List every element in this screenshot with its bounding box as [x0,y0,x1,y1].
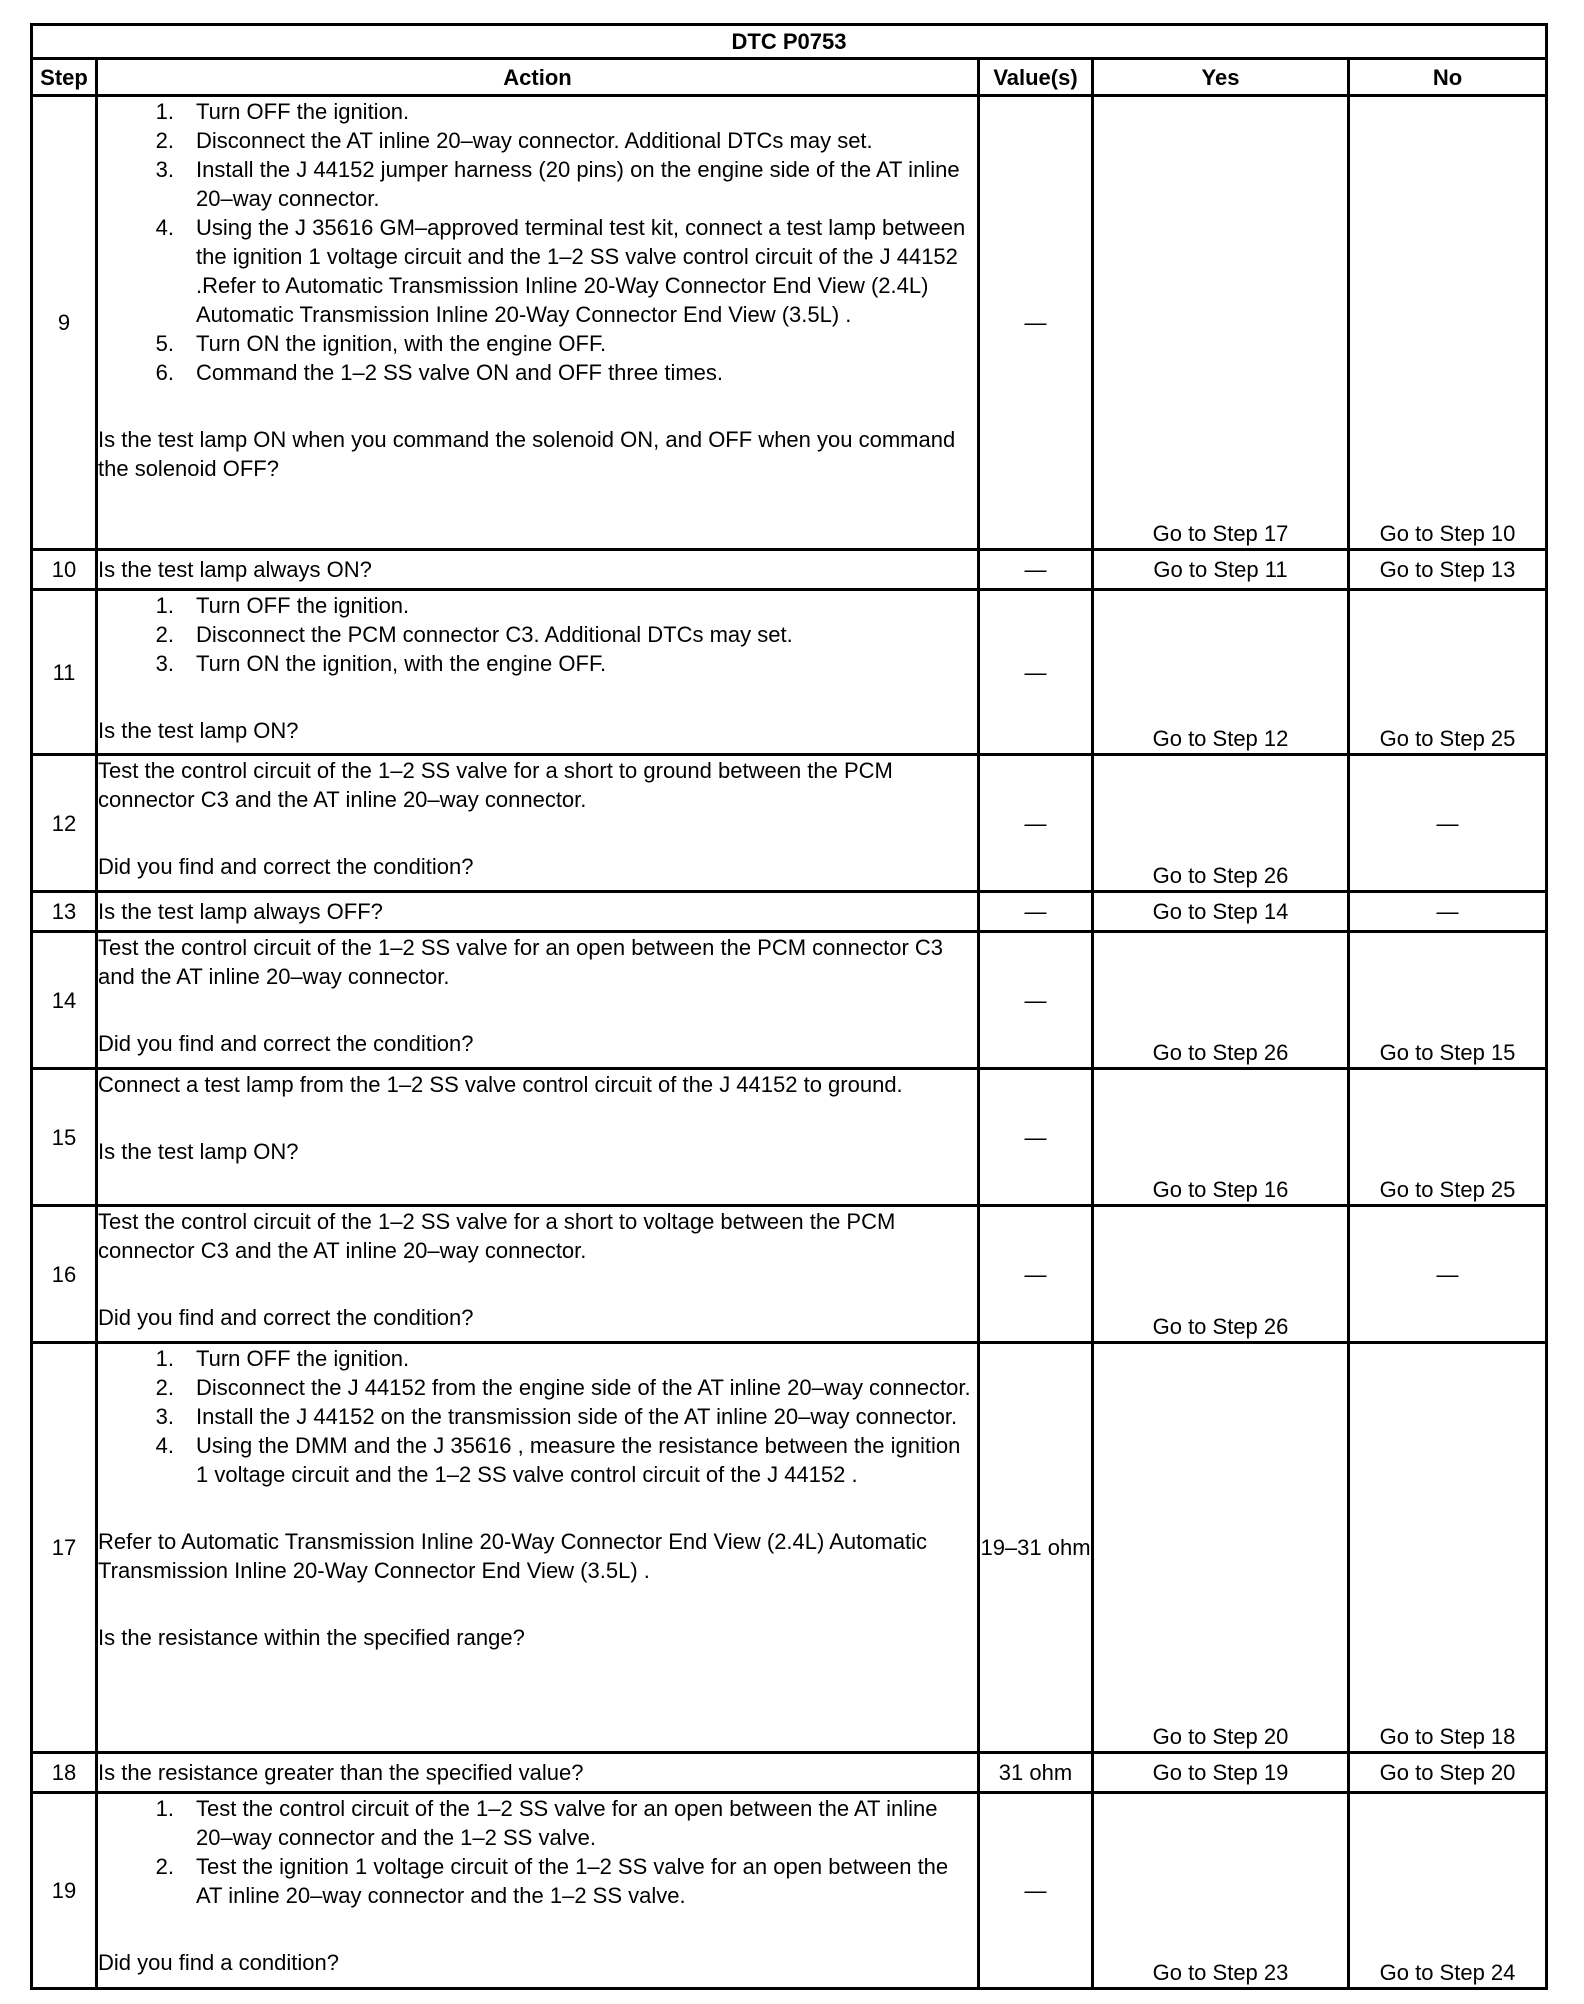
step-number: 19 [32,1793,97,1989]
value-cell: — [979,932,1093,1069]
action-question: Is the test lamp always ON? [97,550,979,590]
no-result: Go to Step 25 [1349,590,1547,755]
step-number: 12 [32,755,97,892]
table-title: DTC P0753 [32,25,1547,59]
yes-result: Go to Step 20 [1093,1343,1349,1753]
list-item: 6. Command the 1–2 SS valve ON and OFF three times. [155,360,724,385]
action-question: Is the resistance greater than the specified value? [97,1753,979,1793]
step-number: 17 [32,1343,97,1753]
value-cell: — [979,755,1093,892]
list-item: 1. Test the control circuit of the 1–2 SS valve for an open between the AT inline 20–way connector and the 1–2 SS valve. [155,1796,938,1850]
list-item: 3. Install the J 44152 jumper harness (20 pins) on the engine side of the AT inline 20–way connector. [155,157,960,211]
header-step: Step [32,59,97,96]
yes-result: Go to Step 26 [1093,932,1349,1069]
yes-result: Go to Step 17 [1093,96,1349,550]
action-question: Is the test lamp always OFF? [97,892,979,932]
list-item: 3. Install the J 44152 on the transmission side of the AT inline 20–way connector. [155,1404,958,1429]
list-item: 2. Disconnect the PCM connector C3. Additional DTCs may set. [155,622,793,647]
list-item: 4. Using the DMM and the J 35616 , measure the resistance between the ignition 1 voltage circuit and the 1–2 SS valve control circuit of the J 44152 . [155,1433,961,1487]
table-row [32,1069,1547,1206]
header-action: Action [97,59,979,96]
action-question: Did you find a condition? [98,1950,339,1975]
action-note: Refer to Automatic Transmission Inline 20-Way Connector End View (2.4L) Automatic Transmission Inline 20-Way Connector End View (3.5L) . [98,1529,928,1583]
yes-result: Go to Step 26 [1093,1206,1349,1343]
action-cell [97,1069,979,1206]
action-cell [97,755,979,892]
table-row [32,892,1547,932]
action-cell [97,1343,979,1753]
no-result: Go to Step 13 [1349,550,1547,590]
header-yes: Yes [1093,59,1349,96]
action-text: Test the control circuit of the 1–2 SS valve for a short to ground between the PCM connector C3 and the AT inline 20–way connector. [98,758,893,812]
step-number: 13 [32,892,97,932]
yes-result: Go to Step 16 [1093,1069,1349,1206]
action-question: Is the test lamp ON? [98,1139,299,1164]
action-cell [97,590,979,755]
value-cell: — [979,550,1093,590]
action-question: Is the test lamp ON? [98,718,299,743]
table-row [32,96,1547,550]
yes-result: Go to Step 26 [1093,755,1349,892]
action-question: Did you find and correct the condition? [98,1305,474,1330]
yes-result: Go to Step 14 [1093,892,1349,932]
value-cell: — [979,590,1093,755]
action-cell [97,1206,979,1343]
table-row [32,1343,1547,1753]
list-item: 2. Test the ignition 1 voltage circuit of the 1–2 SS valve for an open between the AT inline 20–way connector and the 1–2 SS valve. [155,1854,949,1908]
header-no: No [1349,59,1547,96]
no-result: — [1349,1206,1547,1343]
value-cell: — [979,892,1093,932]
action-steps [98,97,977,387]
table-row [32,755,1547,892]
table-row [32,1206,1547,1343]
action-steps [98,1344,977,1489]
step-number: 14 [32,932,97,1069]
action-text: Test the control circuit of the 1–2 SS valve for an open between the PCM connector C3 and the AT inline 20–way connector. [98,935,944,989]
action-cell [97,1793,979,1989]
table-row [32,1753,1547,1793]
yes-result: Go to Step 11 [1093,550,1349,590]
list-item: 1. Turn OFF the ignition. [155,593,410,618]
action-question: Did you find and correct the condition? [98,854,474,879]
yes-result: Go to Step 19 [1093,1753,1349,1793]
table-row [32,550,1547,590]
no-result: Go to Step 15 [1349,932,1547,1069]
value-cell: — [979,1793,1093,1989]
step-number: 10 [32,550,97,590]
list-item: 2. Disconnect the AT inline 20–way connector. Additional DTCs may set. [155,128,873,153]
action-text: Test the control circuit of the 1–2 SS valve for a short to voltage between the PCM connector C3 and the AT inline 20–way connector. [98,1209,896,1263]
no-result: — [1349,892,1547,932]
list-item: 4. Using the J 35616 GM–approved terminal test kit, connect a test lamp between the ignition 1 voltage circuit and the 1–2 SS valve control circuit of the J 44152 .Refer to Automatic Transmission Inline 20-Way Connector End View (2.4L) Automatic Transmission Inline 20-Way Connector End View (3.5L) . [155,215,966,327]
table-row [32,1793,1547,1989]
list-item: 5. Turn ON the ignition, with the engine OFF. [155,331,607,356]
diagnostic-table [30,23,1548,1990]
table-row [32,932,1547,1069]
action-cell [97,96,979,550]
yes-result: Go to Step 12 [1093,590,1349,755]
no-result: Go to Step 20 [1349,1753,1547,1793]
action-question: Did you find and correct the condition? [98,1031,474,1056]
step-number: 15 [32,1069,97,1206]
no-result: Go to Step 25 [1349,1069,1547,1206]
step-number: 9 [32,96,97,550]
step-number: 11 [32,590,97,755]
value-cell: 19–31 ohm [979,1343,1093,1753]
action-cell [97,932,979,1069]
no-result: Go to Step 24 [1349,1793,1547,1989]
action-text: Connect a test lamp from the 1–2 SS valve control circuit of the J 44152 to ground. [98,1072,903,1097]
action-steps [98,591,977,678]
step-number: 16 [32,1206,97,1343]
no-result: Go to Step 18 [1349,1343,1547,1753]
action-question: Is the test lamp ON when you command the solenoid ON, and OFF when you command the solenoid OFF? [98,427,956,481]
table-row [32,590,1547,755]
action-steps [98,1794,977,1910]
list-item: 3. Turn ON the ignition, with the engine OFF. [155,651,607,676]
value-cell: — [979,1069,1093,1206]
list-item: 2. Disconnect the J 44152 from the engine side of the AT inline 20–way connector. [155,1375,971,1400]
value-cell: 31 ohm [979,1753,1093,1793]
header-values: Value(s) [979,59,1093,96]
list-item: 1. Turn OFF the ignition. [155,1346,410,1371]
list-item: 1. Turn OFF the ignition. [155,99,410,124]
value-cell: — [979,96,1093,550]
yes-result: Go to Step 23 [1093,1793,1349,1989]
step-number: 18 [32,1753,97,1793]
value-cell: — [979,1206,1093,1343]
action-question: Is the resistance within the specified range? [98,1625,525,1650]
no-result: Go to Step 10 [1349,96,1547,550]
no-result: — [1349,755,1547,892]
